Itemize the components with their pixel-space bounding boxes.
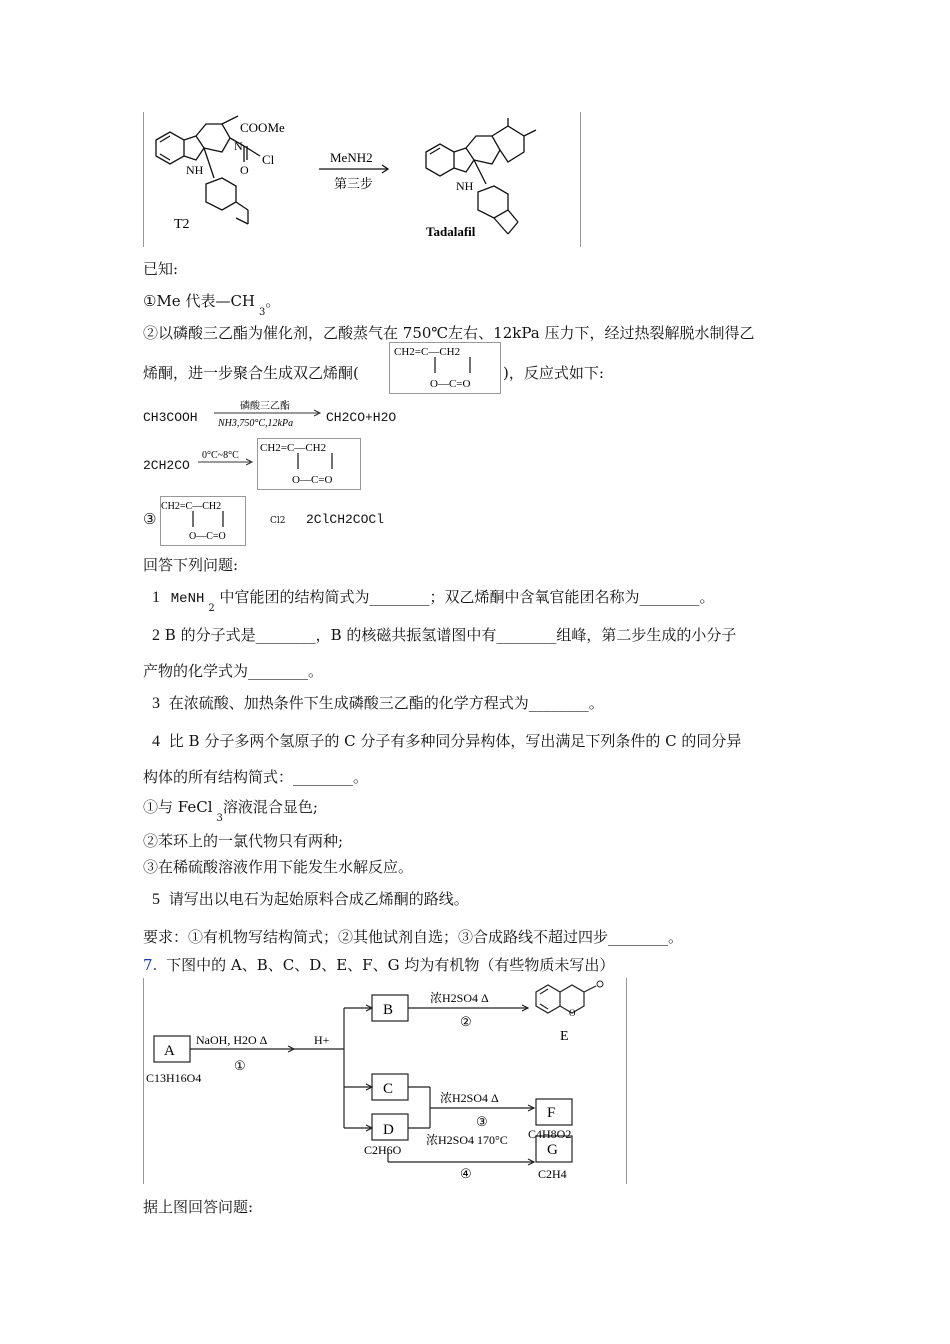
node-g-formula: C2H4 bbox=[538, 1167, 567, 1181]
node-d: D bbox=[383, 1122, 394, 1138]
h-plus: H+ bbox=[314, 1033, 330, 1047]
eq1-cond-bottom: NH3,750°C,12kPa bbox=[218, 418, 294, 429]
cond1-b: 溶液混合显色; bbox=[222, 798, 318, 816]
eq2-diketene-bottom: O—C=O bbox=[292, 474, 333, 486]
n-atom-label: N bbox=[234, 139, 243, 153]
eq1-arrow bbox=[212, 396, 324, 430]
node-d-formula: C2H6O bbox=[364, 1143, 402, 1157]
eq1-right: CH2CO+H2O bbox=[326, 410, 397, 425]
node-e: E bbox=[560, 1029, 569, 1044]
eq3-diketene-top: CH2=C—CH2 bbox=[161, 501, 222, 512]
eq3-diketene bbox=[160, 496, 246, 546]
diketene-top: CH2=C—CH2 bbox=[394, 346, 461, 358]
node-f: F bbox=[547, 1105, 556, 1121]
nh-label: NH bbox=[186, 163, 204, 177]
question-2-line1 bbox=[152, 624, 736, 645]
q5-number: 5 bbox=[152, 891, 160, 908]
flow-diagram-svg bbox=[144, 978, 626, 1184]
cond1-sub: 3 bbox=[216, 813, 223, 824]
step1-cond: NaOH, H2O Δ bbox=[196, 1033, 268, 1047]
node-g: G bbox=[547, 1142, 558, 1158]
question-5 bbox=[152, 888, 469, 909]
node-f-formula: C4H8O2 bbox=[528, 1127, 572, 1141]
eq2-product-diketene bbox=[257, 438, 361, 490]
tadalafil-nh-label: NH bbox=[456, 179, 474, 193]
known-item-2-line1: ②以磷酸三乙酯为催化剂，乙酸蒸气在 750℃左右、12kPa 压力下，经过热裂解脱水制得乙 bbox=[143, 324, 755, 342]
q4-line1: 比 B 分子多两个氢原子的 C 分子有多种同分异构体，写出满足下列条件的 C 的同分异 bbox=[168, 732, 742, 750]
step4-label: ④ bbox=[460, 1166, 472, 1181]
cooMe-label: COOMe bbox=[240, 120, 285, 135]
question-7 bbox=[143, 954, 614, 975]
known-item-2-line2b: )，反应式如下: bbox=[503, 364, 604, 382]
eq3-right: 2ClCH2COCl bbox=[306, 512, 385, 527]
known-item-1-sub: 3 bbox=[259, 307, 266, 318]
step1-label: ① bbox=[234, 1058, 246, 1073]
node-a: A bbox=[164, 1043, 175, 1059]
question-3 bbox=[152, 692, 604, 713]
question-1 bbox=[152, 586, 715, 614]
step3-label: ③ bbox=[476, 1114, 488, 1129]
step-label: 第三步 bbox=[334, 176, 374, 191]
known-item-1 bbox=[143, 290, 281, 318]
eq2-arrow bbox=[196, 448, 256, 472]
reagent-label: MeNH2 bbox=[330, 150, 373, 165]
eq1-left: CH3COOH bbox=[143, 410, 198, 425]
q1-number: 1 bbox=[152, 589, 160, 606]
eq1-cond-top: 磷酸三乙酯 bbox=[240, 401, 290, 412]
requirement: 要求：①有机物写结构简式；②其他试剂自选；③合成路线不超过四步________。 bbox=[143, 928, 684, 946]
o-atom-label: O bbox=[240, 163, 249, 177]
q4-line2: 构体的所有结构简式：________。 bbox=[143, 768, 369, 786]
q5-text: 请写出以电石为起始原料合成乙烯酮的路线。 bbox=[168, 890, 469, 908]
tadalafil-label: Tadalafil bbox=[426, 224, 476, 239]
q2-number: 2 bbox=[152, 627, 160, 644]
q4-number: 4 bbox=[152, 733, 160, 750]
step2-cond: 浓H2SO4 Δ bbox=[430, 991, 489, 1005]
cond1-a: ①与 FeCl bbox=[143, 798, 213, 816]
reaction-figure-t2-tadalafil bbox=[143, 112, 581, 247]
eq2-left: 2CH2CO bbox=[143, 458, 190, 473]
node-c: C bbox=[383, 1081, 394, 1097]
condition-2: ②苯环上的一氯代物只有两种; bbox=[143, 832, 344, 850]
q1-text: 中官能团的结构简式为________；双乙烯酮中含氧官能团名称为________。 bbox=[219, 588, 715, 606]
e-ring-o: O bbox=[569, 1008, 576, 1018]
eq2-diketene-top: CH2=C—CH2 bbox=[260, 442, 327, 454]
eq3-diketene-bottom: O—C=O bbox=[189, 531, 226, 542]
eq2-cond: 0°C~8°C bbox=[202, 450, 239, 461]
condition-1 bbox=[143, 796, 318, 824]
known-item-1-suffix: 。 bbox=[265, 292, 281, 310]
reaction-flow-diagram bbox=[143, 978, 627, 1184]
step4-cond: 浓H2SO4 170°C bbox=[426, 1133, 508, 1147]
q7-number: 7. bbox=[143, 956, 158, 974]
known-item-1-text: ①Me 代表—CH bbox=[143, 292, 256, 310]
diketene-structure bbox=[389, 342, 501, 394]
cl-label: Cl bbox=[262, 152, 275, 167]
q3-text: 在浓硫酸、加热条件下生成磷酸三乙酯的化学方程式为________。 bbox=[168, 694, 604, 712]
known-title: 已知: bbox=[143, 260, 179, 278]
eq3-prefix: ③ bbox=[143, 510, 157, 528]
question-4-line1 bbox=[152, 730, 741, 751]
node-b: B bbox=[383, 1002, 394, 1018]
q1-sub: 2 bbox=[208, 603, 215, 614]
eq3-cond: Cl2 bbox=[270, 516, 286, 526]
q3-number: 3 bbox=[152, 695, 160, 712]
t2-label: T2 bbox=[174, 217, 190, 232]
t2-tadalafil-scheme bbox=[144, 112, 580, 247]
step2-label: ② bbox=[460, 1014, 472, 1029]
q2-line2: 产物的化学式为________。 bbox=[143, 662, 324, 680]
footer-prompt: 据上图回答问题: bbox=[143, 1198, 254, 1216]
step3-cond: 浓H2SO4 Δ bbox=[440, 1091, 499, 1105]
node-a-formula: C13H16O4 bbox=[146, 1071, 202, 1085]
known-item-2-line2a: 烯酮，进一步聚合生成双乙烯酮( bbox=[143, 364, 359, 382]
q1-menh: MeNH bbox=[170, 591, 205, 607]
diketene-bottom: O—C=O bbox=[430, 378, 471, 390]
q2-line1: B 的分子式是________，B 的核磁共振氢谱图中有________组峰，第二步生成的小分子 bbox=[164, 626, 737, 644]
condition-3: ③在稀硫酸溶液作用下能发生水解反应。 bbox=[143, 858, 414, 876]
q7-text: 下图中的 A、B、C、D、E、F、G 均为有机物（有些物质未写出） bbox=[166, 956, 615, 974]
answer-title: 回答下列问题: bbox=[143, 556, 239, 574]
